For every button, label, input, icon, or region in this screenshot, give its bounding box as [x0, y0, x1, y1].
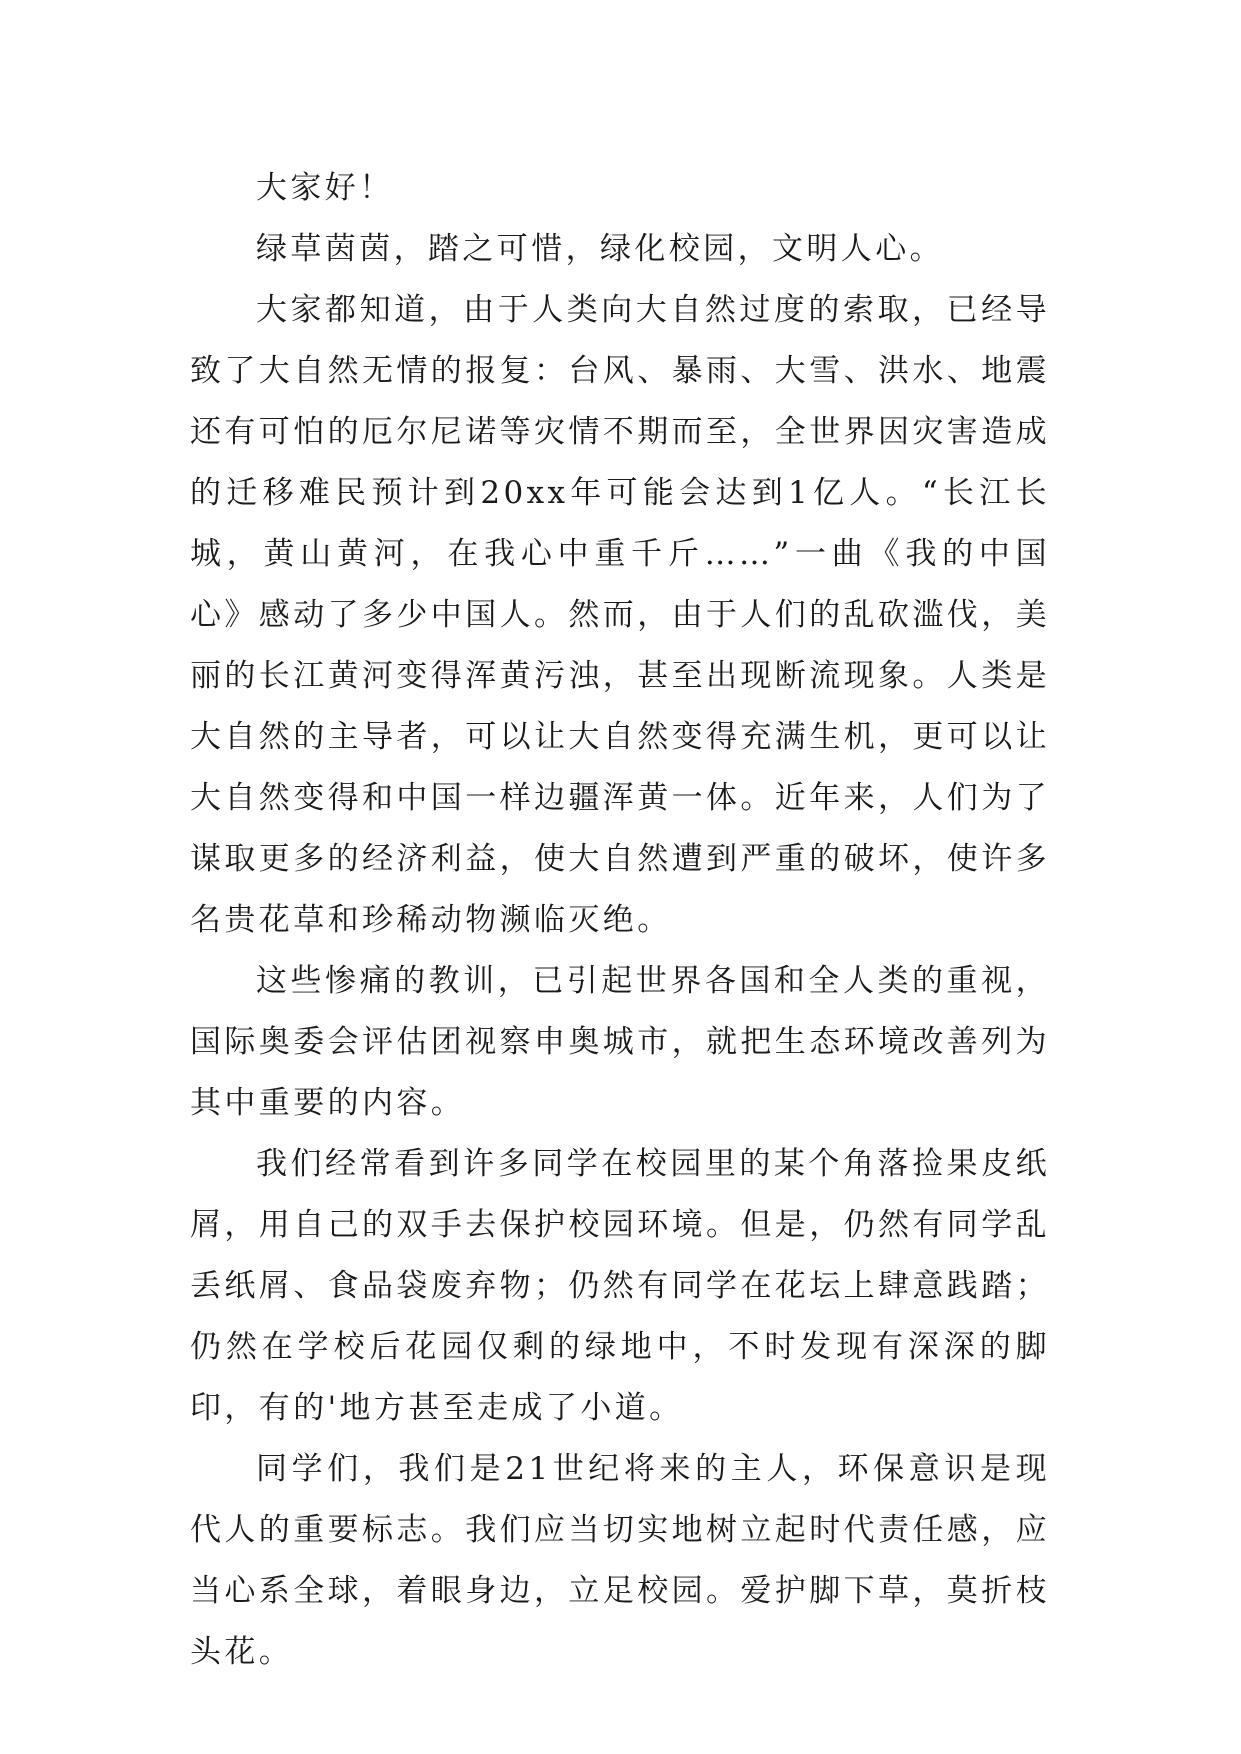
paragraph-greeting: 大家好！: [256, 170, 394, 206]
paragraph-campus-environment: 我们经常看到许多同学在校园里的某个角落捡果皮纸屑，用自己的双手去保护校园环境。但是，仍然有同学乱丢纸屑、食品袋废弃物；仍然有同学在花坛上肆意践踏；仍然在学校后花园仅剩的绿地中，不时发现有深深的脚印，有的'地方甚至走成了小道。: [190, 1146, 1050, 1426]
paragraph-call-to-action: 同学们，我们是21世纪将来的主人，环保意识是现代人的重要标志。我们应当切实地树立起时代责任感，应当心系全球，着眼身边，立足校园。爱护脚下草，莫折枝头花。: [190, 1451, 1050, 1670]
paragraph-lessons: 这些惨痛的教训，已引起世界各国和全人类的重视，国际奥委会评估团视察申奥城市，就把生态环境改善列为其中重要的内容。: [190, 963, 1050, 1121]
paragraph-nature-retaliation: 大家都知道，由于人类向大自然过度的索取，已经导致了大自然无情的报复：台风、暴雨、大雪、洪水、地震还有可怕的厄尔尼诺等灾情不期而至，全世界因灾害造成的迁移难民预计到20xx年可能会达到1亿人。“长江长城，黄山黄河，在我心中重千斤……”一曲《我的中国心》感动了多少中国人。然而，由于人们的乱砍滥伐，美丽的长江黄河变得浑黄污浊，甚至出现断流现象。人类是大自然的主导者，可以让大自然变得充满生机，更可以让大自然变得和中国一样边疆浑黄一体。近年来，人们为了谋取更多的经济利益，使大自然遭到严重的破坏，使许多名贵花草和珍稀动物濒临灭绝。: [190, 292, 1050, 938]
paragraph-slogan: 绿草茵茵，踏之可惜，绿化校园，文明人心。: [256, 231, 944, 267]
document-body: [190, 158, 1050, 1683]
